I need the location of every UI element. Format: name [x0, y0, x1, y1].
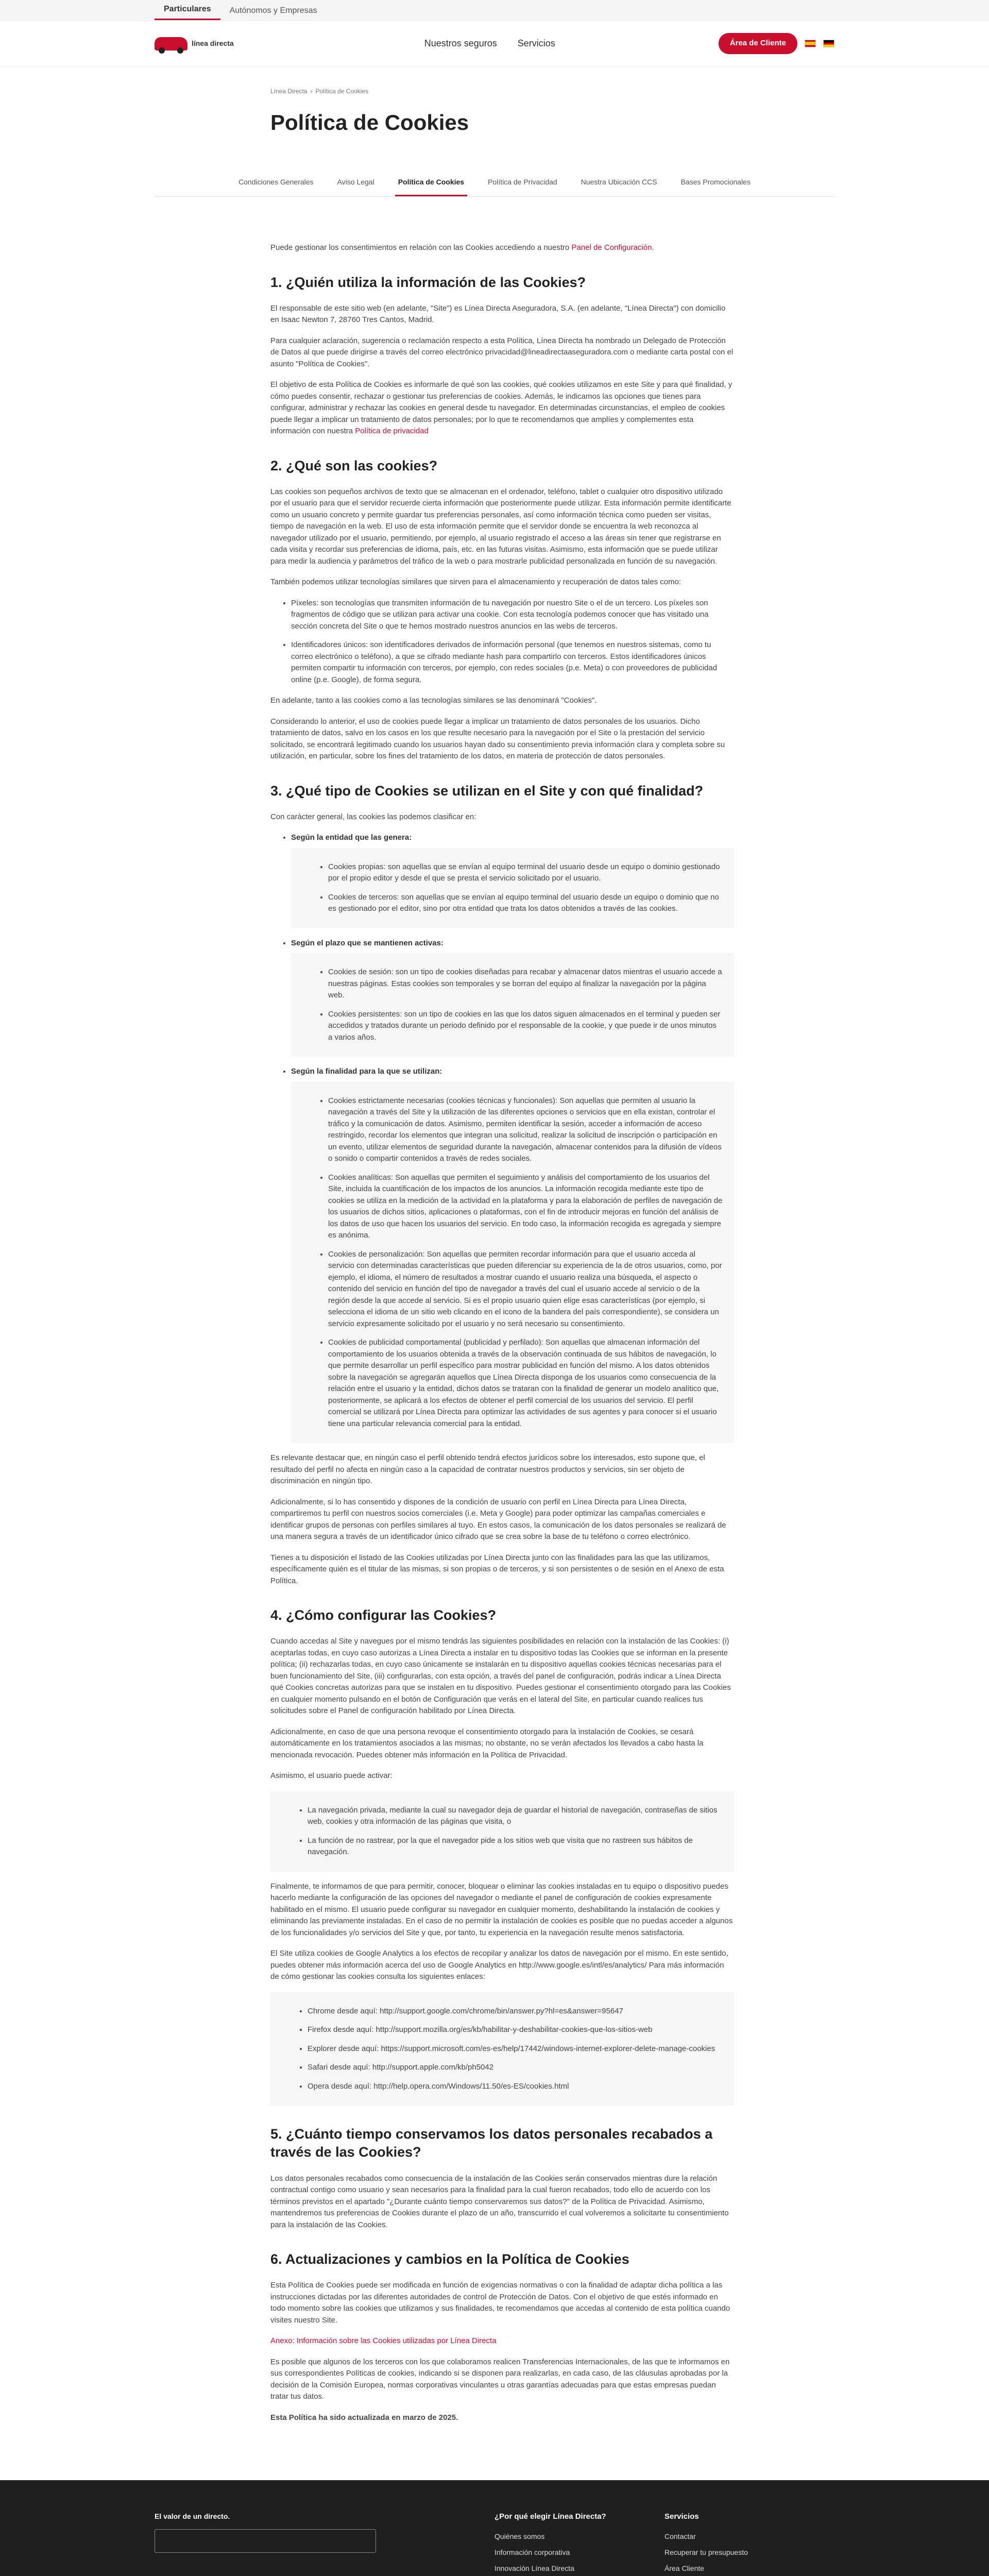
section-6-heading: 6. Actualizaciones y cambios en la Política de Cookies: [270, 2251, 629, 2267]
list-item: • Cookies de publicidad comportamental (publicidad y perfilado): Son aquellas que almacenan información del comportamiento de los usuarios obtenida a través de la observación continuada de sus hábitos de navegación, lo que permite desarrollar un perfil específico para mostrar publicidad en función del mismo. A los datos obtenidos sobre la navegación se agregarán aquellos que Línea Directa disponga de los usuarios como consecuencia de la relación entre el usuario y la entidad, dichos datos se trataran con la finalidad de generar un modelo analítico que, posteriormente, se aplicará a los efectos de obtener el perfil comercial de los usuarios del servicio. El perfil comercial se utilizará por Línea Directa para optimizar las actividades de sus agentes y para conocer si el usuario tiene una particular relevancia comercial para la entidad.: [328, 1337, 723, 1430]
chrome-link[interactable]: • Chrome desde aquí: http://support.google.com/chrome/bin/answer.py?hl=es&answer=95647: [308, 2006, 723, 2018]
footer-link[interactable]: Innovación Línea Directa: [494, 2564, 574, 2572]
s4-p2: Adicionalmente, en caso de que una persona revoque el consentimiento otorgado para la instalación de Cookies, se cesará automáticamente en los tratamientos asociados a las mismas; no obstante, no se verán afectados los llevados a cabo hasta la mencionada revocación. Puedes obtener más información en la Política de Privacidad.: [270, 1727, 704, 1759]
section-5-heading: 5. ¿Cuánto tiempo conservamos los datos personales recabados a través de las Cookies?: [270, 2126, 713, 2160]
config-panel-link[interactable]: Panel de Configuración.: [571, 243, 654, 252]
intro-text: Puede gestionar los consentimientos en relación con las Cookies accediendo a nuestro: [270, 243, 572, 252]
list-item: • Cookies estrictamente necesarias (cookies técnicas y funcionales): Son aquellas que permiten al usuario la navegación a través del Site y la utilización de las diferentes opciones o servicios que en ella existan, controlar el tráfico y la comunicación de datos. Asimismo, permiten identificar la sesión, acceder a información de acceso restringido, recordar los elementos que integran una solicitud, realizar la solicitud de inscripción o participación en un evento, utilizar elementos de seguridad durante la navegación, almacenar contenidos para la difusión de vídeos o sonido o compartir contenidos a través de redes sociales.: [328, 1095, 723, 1165]
list-item: • Identificadores únicos: son identificadores derivados de información personal (que tenemos en nuestros sistemas, como tu correo electrónico o teléfono), a que se cifrado mediante hash para compartirlo con terceros. Estos identificadores únicos permiten compartir tu información con terceros, por ejemplo, con redes sociales (p.e. Meta) o con proveedores de publicidad online (p.e. Google), de forma segura.: [291, 639, 734, 686]
tab-particulares[interactable]: Particulares: [155, 0, 220, 20]
similar-tech-list: [291, 598, 734, 686]
subtab-condiciones[interactable]: Condiciones Generales: [238, 178, 314, 186]
germany-flag-icon[interactable]: [823, 40, 834, 47]
firefox-link[interactable]: • Firefox desde aquí: http://support.mozilla.org/es/kb/habilitar-y-deshabilitar-cookies-que-los-sitios-web: [308, 2024, 723, 2036]
s4-p1: Cuando accedas al Site y navegues por el mismo tendrás las siguientes posibilidades en relación con la instalación de las Cookies: (i) aceptarlas todas, en cuyo caso autorizas a Línea Directa a instalar en tu dispositivo todas las Cookies que se informan en la presente política; (ii) rechazarlas todas, en cuyo caso únicamente se instalarán en tu dispositivo aquellas cookies técnicas necesarias para el buen funcionamiento del Site, (iii) configurarlas, con esta opción, a través del panel de configuración, podrás indicar a Línea Directa qué Cookies concretas autorizas para que se instalen en tu dispositivo. Puedes gestionar el consentimiento otorgado para las Cookies en cualquier momento pulsando en el botón de Configuración que verás en el lateral del Site, en particular cuando realices tus solicitudes sobre el Panel de configuración habilitado por Línea Directa.: [270, 1637, 731, 1716]
group-box: [291, 953, 734, 1057]
nav-servicios[interactable]: Servicios: [517, 38, 555, 48]
footer-col-why: [494, 2511, 664, 2576]
privacy-policy-link[interactable]: Política de privacidad: [355, 427, 429, 436]
intro-paragraph: [270, 242, 734, 254]
area-cliente-button[interactable]: Área de Cliente: [719, 33, 797, 54]
subtab-aviso-legal[interactable]: Aviso Legal: [337, 178, 374, 186]
cookie-classification: [291, 832, 734, 1443]
list-item: • Cookies de terceros: son aquellas que se envían al equipo terminal del usuario desde un equipo o dominio que no es gestionado por el editor, sino por otra entidad que trata los datos obtenidos a través de las cookies.: [328, 892, 723, 915]
s1-p2: Para cualquier aclaración, sugerencia o reclamación respecto a esta Política, Línea Directa ha nombrado un Delegado de Protección de Datos al que puede dirigirse a través del correo electrónico privacidad@lineadirectaaseguradora.com o mediante carta postal con el asunto "Política de Cookies".: [270, 336, 734, 368]
footer-col-title: Servicios: [664, 2512, 699, 2521]
explorer-link[interactable]: • Explorer desde aquí: https://support.microsoft.com/es-es/help/17442/windows-internet-explorer-delete-manage-cookies: [308, 2043, 723, 2055]
s4-p4: Finalmente, te informamos de que para permitir, conocer, bloquear o eliminar las cookies instaladas en tu equipo o dispositivo puedes hacerlo mediante la configuración de las opciones del navegador o mediante el panel de configuración de cookies expresamente habilitado en el mismo. El usuario puede configurar su navegador en cualquier momento, deshabilitando la instalación de cookies y eliminando las previamente instaladas. En el caso de no permitir la instalación de cookies es posible que no puedas acceder a algunos de los funcionalidades y/o servicios del Site y que, por tanto, tu experiencia en la navegación resulte menos satisfactoria.: [270, 1882, 733, 1937]
main-navbar: [0, 21, 989, 67]
list-item: • La función de no rastrear, por la que el navegador pide a los sitios web que visita que no rastreen sus hábitos de navegación.: [308, 1835, 723, 1858]
subtab-privacidad[interactable]: Política de Privacidad: [488, 178, 557, 186]
page-title: Política de Cookies: [270, 110, 469, 134]
group-box: [291, 848, 734, 928]
group-box: [291, 1082, 734, 1444]
s3-p3: Adicionalmente, si lo has consentido y dispones de la condición de usuario con perfil en Línea Directa para Línea Directa, compartiremos tu perfil con nuestros socios comerciales (i.e. Meta y Google) para poder optimizar las campañas comerciales e identificar grupos de personas con perfiles similares al tuyo. En estos casos, la comunicación de los datos personales se realizará de una manera segura a través de un identificador único cifrado que se crea sobre la base de tu teléfono o correo electrónico.: [270, 1497, 726, 1541]
list-item: • Cookies analíticas: Son aquellas que permiten el seguimiento y análisis del comportamiento de los usuarios del Site, incluida la cuantificación de los impactos de los anuncios. La información recogida mediante este tipo de cookies se utiliza en la medición de la actividad en la plataforma y para la elaboración de perfiles de navegación de los usuarios de dichos sitios, aplicaciones o plataformas, con el fin de introducir mejoras en función del análisis de los datos de uso que hacen los usuarios del servicio. En todo caso, la información recogida es agregada y siempre es anónima.: [328, 1172, 723, 1242]
nav-nuestros-seguros[interactable]: Nuestros seguros: [424, 38, 497, 48]
spain-flag-icon[interactable]: [805, 40, 816, 47]
group-label: • Según el plazo que se mantienen activas:: [291, 938, 444, 947]
subtab-bases[interactable]: Bases Promocionales: [680, 178, 751, 186]
footer-col-services: [664, 2511, 834, 2576]
nav-right: [719, 33, 834, 54]
s3-p2: Es relevante destacar que, en ningún caso el perfil obtenido tendrá efectos jurídicos sobre los interesados, esto supone que, el resultado del perfil no afecta en ningún caso a la capacidad de contratar nuestros productos y servicios, sin ser objeto de discriminación en ningún tipo.: [270, 1453, 705, 1486]
safari-link[interactable]: • Safari desde aquí: http://support.apple.com/kb/ph5042: [308, 2062, 723, 2074]
browser-links-box: [270, 1992, 734, 2106]
s5-p1: Los datos personales recabados como consecuencia de la instalación de las Cookies serán conservados mientras dure la relación contractual contigo como usuario y sean necesarios para la finalidad para la cual fueron recabados, todo ello de acuerdo con los términos previstos en el apartado "¿Durante cuánto tiempo conservaremos sus datos?" de la Política de Privacidad. Asimismo, mantendremos tus preferencias de Cookies durante el plazo de un año, transcurrido el cual volveremos a solicitarte tu consentimiento para la instalación de las Cookies.: [270, 2174, 729, 2229]
section-1-heading: 1. ¿Quién utiliza la información de las Cookies?: [270, 274, 586, 290]
s6-p2: Es posible que algunos de los terceros con los que colaboramos realicen Transferencias Internacionales, de las que te informamos en sus correspondientes Políticas de cookies, indicando si se disponen para realizarlas, en cada caso, de las cláusulas aprobadas por la decisión de la Comisión Europea, normas corporativas vinculantes u otras garantías adecuadas para que estas empresas puedan tratar tus datos.: [270, 2357, 730, 2401]
s2-p4: Considerando lo anterior, el uso de cookies puede llegar a implicar un tratamiento de datos personales de los usuarios. Dicho tratamiento de datos, salvo en los casos en los que resulte necesario para la navegación por el Site o la prestación del servicio solicitado, se encontrará legitimado cuando los usuarios hayan dado su consentimiento previa información clara y completa sobre su utilización, en particular, sobre los fines del tratamiento de los datos, en materia de protección de datos personales.: [270, 717, 725, 761]
site-footer: [0, 2480, 989, 2576]
newsletter-email-input[interactable]: [155, 2529, 376, 2553]
opera-link[interactable]: • Opera desde aquí: http://help.opera.com/Windows/11.50/es-ES/cookies.html: [308, 2081, 723, 2093]
brand-logo[interactable]: [155, 37, 234, 50]
section-2-heading: 2. ¿Qué son las cookies?: [270, 457, 438, 473]
tab-autonomos[interactable]: Autónomos y Empresas: [229, 6, 317, 15]
footer-link[interactable]: Recuperar tu presupuesto: [664, 2548, 748, 2556]
footer-col-title: ¿Por qué elegir Línea Directa?: [494, 2512, 606, 2521]
s3-p4: Tienes a tu disposición el listado de las Cookies utilizadas por Línea Directa junto con las finalidades para las que las utilizamos, específicamente quién es el titular de las mismas, si son propias o de terceros, y si son persistentes o de sesión en el Anexo de esta Política.: [270, 1553, 724, 1585]
nav-menu: [424, 37, 555, 50]
car-logo-icon: [155, 37, 187, 50]
classification-group: [291, 1066, 734, 1443]
newsletter-block: [155, 2511, 494, 2576]
list-item: • La navegación privada, mediante la cual su navegador deja de guardar el historial de navegación, contraseñas de sitios web, cookies y otra información de las páginas que visita, o: [308, 1805, 723, 1828]
footer-link[interactable]: Información corporativa: [494, 2548, 570, 2556]
list-item: • Píxeles: son tecnologías que transmiten información de tu navegación por nuestro Site o el de un tercero. Los píxeles son fragmentos de código que se utilizan para activar una cookie. Con esta tecnología podemos conocer que has visitado una sección concreta del Site o que te hemos mostrado nuestros anuncios en las webs de terceros.: [291, 598, 734, 633]
s6-p3: Esta Política ha sido actualizada en marzo de 2025.: [270, 2413, 458, 2422]
s1-p1: El responsable de este sitio web (en adelante, "Site") es Línea Directa Aseguradora, S.A. (en adelante, "Línea Directa") con domicilio en Isaac Newton 7, 28760 Tres Cantos, Madrid.: [270, 303, 726, 325]
s4-p3: Asimismo, el usuario puede activar:: [270, 1771, 393, 1781]
page-header: [270, 67, 734, 139]
group-label: • Según la finalidad para la que se utilizan:: [291, 1067, 442, 1076]
s4-p5: El Site utiliza cookies de Google Analytics a los efectos de recopilar y analizar los datos de navegación por el mismo. En este sentido, puedes obtener más información acerca del uso de Google Analytics en http://www.google.es/intl/es/analytics/ Para más información de cómo gestionar las cookies consulta los siguientes enlaces:: [270, 1949, 728, 1981]
section-3-heading: 3. ¿Qué tipo de Cookies se utilizan en el Site y con qué finalidad?: [270, 783, 704, 799]
footer-link[interactable]: Quiénes somos: [494, 2532, 545, 2540]
s1-p3-text: El objetivo de esta Política de Cookies es informarle de qué son las cookies, qué cookies utilizamos en este Site y para qué finalidad, y cómo puedes consentir, rechazar o gestionar tus preferencias de cookies. Además, le indicamos las opciones que tienes para configurar, administrar y rechazar las cookies en general desde tu navegador. En determinadas circunstancias, el empleo de cookies puede llegar a implicar un tratamiento de datos personales; por lo que te recomendamos que amplíes y complementes esta información con nuestra: [270, 380, 732, 436]
footer-top: [0, 2480, 989, 2576]
breadcrumb: Línea Directa › Política de Cookies: [270, 88, 369, 95]
s3-p1: Con carácter general, las cookies las podemos clasificar en:: [270, 812, 476, 821]
s6-annex: [270, 2335, 734, 2347]
annex-link[interactable]: Anexo: Información sobre las Cookies utilizadas por Línea Directa: [270, 2336, 497, 2346]
subtab-ubicacion-ccs[interactable]: Nuestra Ubicación CCS: [581, 178, 657, 186]
subtab-cookies[interactable]: Política de Cookies: [395, 170, 467, 196]
legal-subtabs: [155, 170, 834, 197]
classification-group: [291, 938, 734, 1057]
s2-p1: Las cookies son pequeños archivos de texto que se almacenan en el ordenador, teléfono, tablet o cualquier otro dispositivo utilizado por el usuario para que el servidor recuerde cierta información que posteriormente puede utilizar. Esta información permite identificarte como un usuario concreto y permite guardar tus preferencias personales, así como información técnica como pueden ser visitas, tiempo de navegación en la web. El uso de esta información permite que el servidor donde se encuentra la web reconozca al navegador utilizado por el usuario, permitiendo, por ejemplo, al usuario registrado el acceso a las áreas sin tener que registrarse en cada visita y recordar sus preferencias de idioma, país, etc. en las futuras visitas. Asimismo, esta información que se puede utilizar para medir la audiencia y parámetros del tráfico de la web o para mostrarle publicidad personalizada en función de su navegación.: [270, 487, 731, 566]
breadcrumb-current: Política de Cookies: [315, 88, 369, 95]
section-4-heading: 4. ¿Cómo configurar las Cookies?: [270, 1607, 497, 1623]
breadcrumb-home[interactable]: Línea Directa: [270, 88, 308, 95]
group-label: • Según la entidad que las genera:: [291, 833, 412, 842]
s2-p3: En adelante, tanto a las cookies como a las tecnologías similares se las denominará "Cookies".: [270, 696, 597, 705]
footer-link[interactable]: Área Cliente: [664, 2564, 705, 2572]
policy-content: [270, 197, 734, 2424]
browser-options-box: [270, 1791, 734, 1872]
list-item: • Cookies de sesión: son un tipo de cookies diseñadas para recabar y almacenar datos mientras el usuario accede a nuestras páginas. Estas cookies son temporales y se borran del equipo al finalizar la navegación por la página web.: [328, 967, 723, 1002]
list-item: • Cookies persistentes: son un tipo de cookies en las que los datos siguen almacenados en el terminal y pueden ser accedidos y tratados durante un periodo definido por el responsable de la cookie, y que puede ir de unos minutos a varios años.: [328, 1009, 723, 1044]
s2-p2: También podemos utilizar tecnologías similares que sirven para el almacenamiento y recuperación de datos tales como:: [270, 578, 681, 587]
footer-link[interactable]: Contactar: [664, 2532, 696, 2540]
s6-p1: Esta Política de Cookies puede ser modificada en función de exigencias normativas o con la finalidad de adaptar dicha política a las instrucciones dictadas por las diferentes autoridades de control de Protección de Datos. Con el objetivo de que estés informado en todo momento sobre las cookies que utilizamos y sus finalidades, te recomendamos que accedas al contenido de esta política cuando visites nuestro Site.: [270, 2281, 730, 2325]
brand-name: línea directa: [192, 39, 234, 47]
s1-p3: [270, 379, 734, 437]
list-item: • Cookies de personalización: Son aquellas que permiten recordar información para que el usuario acceda al servicio con determinadas características que pueden diferenciar su experiencia de la de otros usuarios, como, por ejemplo, el idioma, el número de resultados a mostrar cuando el usuario realiza una búsqueda, el aspecto o contenido del servicio en función del tipo de navegador a través del cual el usuario accede al servicio o de la región desde la que accede al servicio. Si es el propio usuario quien elige esas características (por ejemplo, si selecciona el idioma de un sitio web clicando en el icono de la bandera del país correspondiente), se considera un servicio expresamente solicitado por el usuario y no será necesario su consentimiento.: [328, 1249, 723, 1330]
newsletter-title: El valor de un directo.: [155, 2512, 230, 2521]
classification-group: [291, 832, 734, 928]
audience-switcher: [0, 0, 989, 21]
list-item: • Cookies propias: son aquellas que se envían al equipo terminal del usuario desde un equipo o dominio gestionado por el propio editor y desde el que se presta el servicio solicitado por el usuario.: [328, 861, 723, 885]
